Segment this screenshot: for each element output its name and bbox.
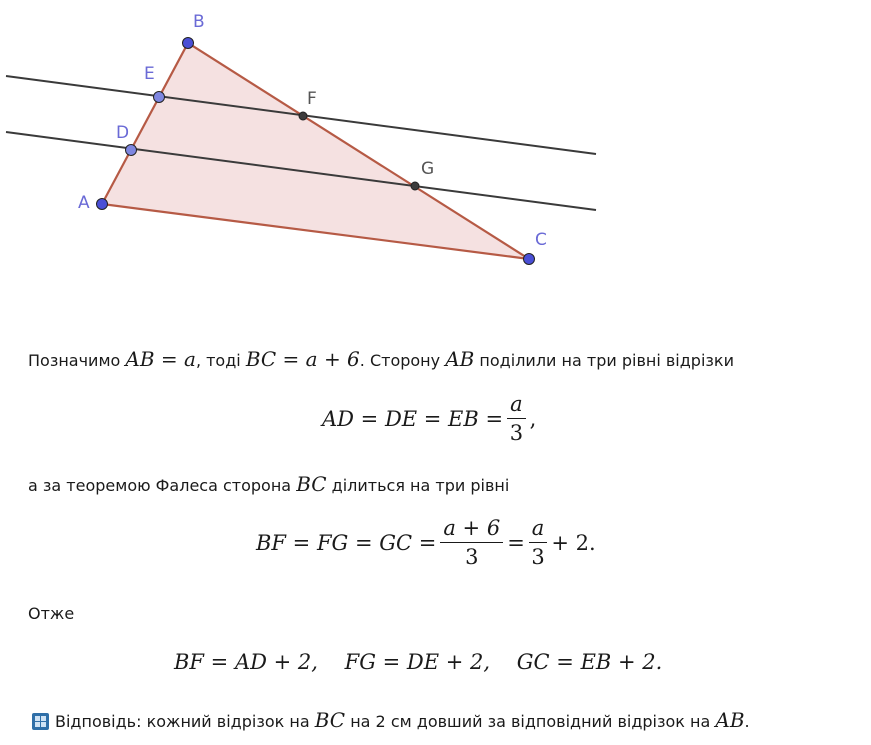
p3-text: Отже — [28, 604, 75, 623]
eq2-numerator-1: a + 6 — [440, 516, 503, 543]
label-g: G — [421, 159, 435, 179]
equation-3 — [174, 650, 662, 674]
answer-end: . — [744, 712, 750, 731]
point-e[interactable] — [154, 92, 165, 103]
answer-math-bc: BC — [314, 708, 346, 732]
equation-2 — [256, 516, 596, 569]
equation-1 — [322, 392, 536, 445]
label-b: B — [193, 12, 205, 32]
eq1-left: AD = DE = EB = — [322, 406, 504, 431]
eq2-numerator-2: a — [529, 516, 548, 543]
point-g[interactable] — [411, 182, 419, 190]
paragraph-2 — [28, 472, 509, 498]
eq1-denominator: 3 — [509, 421, 524, 445]
point-f[interactable] — [299, 112, 307, 120]
label-c: C — [535, 230, 547, 250]
label-a: A — [78, 193, 90, 213]
p1-mid2: . Сторону — [359, 351, 446, 370]
answer-lead: Відповідь: кожний відрізок на — [55, 712, 315, 731]
p1-tail: поділили на три рівні відрізки — [474, 351, 734, 370]
answer-mid: на 2 см довший за відповідний відрізок на — [345, 712, 716, 731]
answer-line — [32, 708, 750, 734]
eq2-equals: = — [507, 530, 525, 555]
point-d[interactable] — [126, 145, 137, 156]
eq2-fraction-2 — [529, 516, 548, 569]
eq2-end: + 2. — [551, 530, 596, 555]
answer-math-ab: AB — [715, 708, 745, 732]
p1-mid1: , тоді — [195, 351, 246, 370]
p2-lead: а за теоремою Фалеса сторона — [28, 476, 297, 495]
p1-math-bc: BC = a + 6 — [245, 347, 360, 371]
label-d: D — [116, 123, 130, 143]
answer-icon — [32, 713, 49, 730]
eq3-text: BF = AD + 2, FG = DE + 2, GC = EB + 2. — [174, 650, 663, 674]
point-c[interactable] — [524, 254, 535, 265]
geometry-figure — [0, 0, 871, 300]
eq2-left: BF = FG = GC = — [256, 530, 437, 555]
label-e: E — [144, 64, 155, 84]
p1-math-ab: AB — [445, 347, 475, 371]
paragraph-1 — [28, 347, 734, 373]
point-a[interactable] — [97, 199, 108, 210]
eq2-fraction-1 — [440, 516, 503, 569]
point-b[interactable] — [183, 38, 194, 49]
p1-lead: Позначимо — [28, 351, 126, 370]
eq2-denominator-1: 3 — [465, 545, 479, 569]
eq1-numerator: a — [507, 392, 526, 419]
p1-math-ab-a: AB = a — [125, 347, 196, 371]
triangle-abc — [102, 43, 529, 259]
eq2-denominator-2: 3 — [531, 545, 545, 569]
p2-tail: ділиться на три рівні — [326, 476, 510, 495]
eq1-fraction — [507, 392, 526, 445]
eq1-end: , — [529, 406, 537, 431]
paragraph-3 — [28, 602, 74, 626]
p2-math-bc: BC — [296, 472, 327, 496]
label-f: F — [307, 89, 317, 109]
